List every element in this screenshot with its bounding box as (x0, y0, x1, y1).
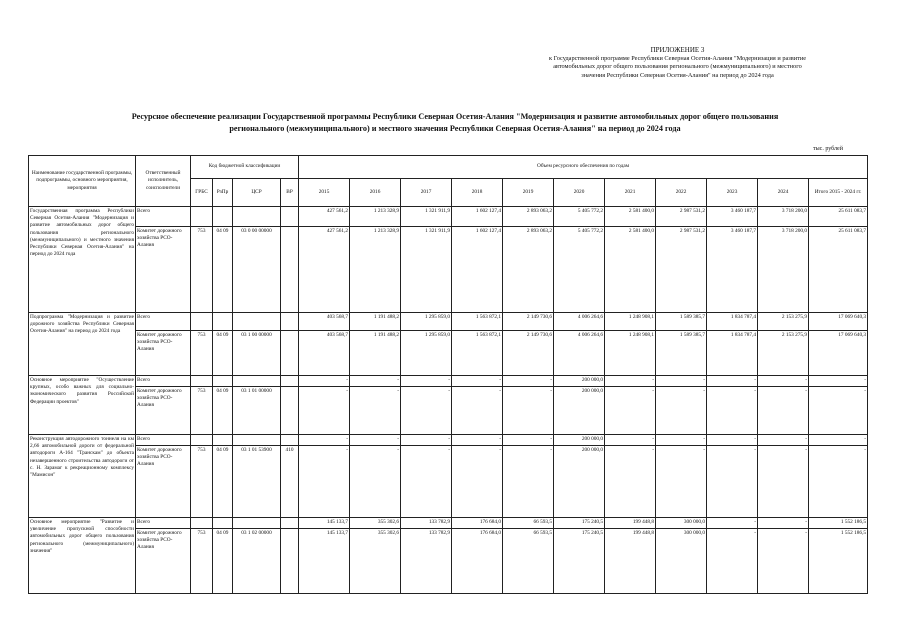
table-row (29, 376, 868, 387)
value-cell: 3 718 200,0 (758, 227, 809, 313)
document-title (30, 111, 880, 135)
empty-code-cell (191, 518, 213, 529)
header-year: 2015 (299, 179, 350, 207)
value-cell: 2 149 730,6 (503, 331, 554, 376)
header-volume: Объем ресурсного обеспечения по годам (299, 156, 868, 179)
empty-code-cell (233, 207, 281, 227)
title-line: Ресурсное обеспечение реализации Государственной программы Республики Северная Осетия-Алания "Модернизация и развитие автомобильных дорог общего пользования (131, 112, 779, 121)
value-cell: 2 149 730,6 (503, 313, 554, 331)
empty-code-cell (213, 207, 233, 227)
value-cell: 5 405 772,2 (554, 207, 605, 227)
value-cell: 1 321 911,9 (401, 207, 452, 227)
empty-code-cell (191, 313, 213, 331)
executor-cell: Комитет дорожного хозяйства РСО-Алания (136, 227, 191, 313)
value-cell: - (605, 435, 656, 446)
value-cell: 1 321 911,9 (401, 227, 452, 313)
value-cell: 133 782,9 (401, 518, 452, 529)
value-cell: 199 448,8 (605, 518, 656, 529)
value-cell: 4 006 264,6 (554, 331, 605, 376)
executor-total-cell: Всего (136, 313, 191, 331)
empty-code-cell (213, 435, 233, 446)
header-year: 2020 (554, 179, 605, 207)
value-cell: 200 000,0 (554, 376, 605, 387)
value-cell: - (809, 446, 868, 518)
empty-code-cell (213, 313, 233, 331)
csr-cell: 03 1 01 00000 (233, 387, 281, 435)
value-cell: 2 893 063,2 (503, 207, 554, 227)
value-cell: - (605, 387, 656, 435)
rzpr-cell: 04 09 (213, 227, 233, 313)
value-cell: 145 133,7 (299, 518, 350, 529)
value-cell: - (707, 376, 758, 387)
value-cell: 1 602 127,4 (452, 207, 503, 227)
program-name-cell: Подпрограмма "Модернизация и развитие дорожного хозяйства Республики Северная Осетия-Алания" на период до 2024 года (29, 313, 136, 376)
value-cell: - (758, 387, 809, 435)
value-cell: - (809, 387, 868, 435)
value-cell: 1 563 872,1 (452, 331, 503, 376)
value-cell: - (350, 376, 401, 387)
value-cell: - (350, 446, 401, 518)
value-cell: 2 581 400,0 (605, 227, 656, 313)
value-cell: - (707, 387, 758, 435)
empty-code-cell (191, 376, 213, 387)
csr-cell: 03 1 00 00000 (233, 331, 281, 376)
value-cell: 403 568,7 (299, 313, 350, 331)
header-year: 2016 (350, 179, 401, 207)
program-name-cell: Основное мероприятие "Осуществление крупных, особо важных для социально-экономического развития Российской Федерации проектов" (29, 376, 136, 435)
empty-code-cell (233, 376, 281, 387)
table-row (29, 207, 868, 227)
value-cell: 403 568,7 (299, 331, 350, 376)
table-row (29, 387, 868, 435)
csr-cell: 03 0 00 00000 (233, 227, 281, 313)
rzpr-cell: 04 09 (213, 387, 233, 435)
value-cell: 145 133,7 (299, 529, 350, 594)
value-cell: 1 213 328,9 (350, 227, 401, 313)
appendix-line: к Государственной программе Республики Северная Осетия-Алания "Модернизация и развитие (548, 54, 807, 62)
header-year: 2021 (605, 179, 656, 207)
empty-code-cell (281, 518, 299, 529)
value-cell: - (299, 387, 350, 435)
value-cell: - (809, 376, 868, 387)
header-vr: ВР (281, 179, 299, 207)
appendix-block (505, 46, 850, 80)
vr-cell (281, 387, 299, 435)
value-cell: 2 153 275,9 (758, 313, 809, 331)
rzpr-cell: 04 09 (213, 331, 233, 376)
value-cell: - (707, 446, 758, 518)
value-cell: - (401, 387, 452, 435)
program-name-cell: Основное мероприятие "Развитие и увеличение пропускной способности автомобильных дорог общего пользования регионального (межмуниципального) значения" (29, 518, 136, 594)
value-cell: 427 561,2 (299, 227, 350, 313)
value-cell: 300 000,0 (656, 518, 707, 529)
table-row (29, 529, 868, 594)
empty-code-cell (281, 207, 299, 227)
value-cell: - (605, 376, 656, 387)
program-name-cell: Государственная программа Республики Северная Осетия-Алания "Модернизация и развитие автомобильных дорог общего пользования регионального (межмуниципального) и местного значения Республики Северная Осетия-Алания" на период до 2024 года (29, 207, 136, 313)
resource-table (28, 155, 868, 594)
value-cell: - (401, 446, 452, 518)
header-year: 2024 (758, 179, 809, 207)
value-cell: - (656, 387, 707, 435)
empty-code-cell (233, 313, 281, 331)
value-cell: 1 834 787,4 (707, 313, 758, 331)
value-cell: 200 000,0 (554, 435, 605, 446)
table-row (29, 446, 868, 518)
value-cell: - (401, 435, 452, 446)
appendix-line: автомобильных дорог общего пользования регионального (межмуниципального) и местного (553, 63, 802, 71)
header-csr: ЦСР (233, 179, 281, 207)
value-cell: 355 302,6 (350, 518, 401, 529)
value-cell: 3 460 187,7 (707, 207, 758, 227)
value-cell: 66 593,5 (503, 529, 554, 594)
header-year: 2023 (707, 179, 758, 207)
value-cell: 1 295 859,0 (401, 313, 452, 331)
value-cell: 1 602 127,4 (452, 227, 503, 313)
empty-code-cell (213, 518, 233, 529)
value-cell: 1 552 186,5 (809, 529, 868, 594)
value-cell: 3 460 187,7 (707, 227, 758, 313)
empty-code-cell (233, 435, 281, 446)
value-cell: - (503, 376, 554, 387)
value-cell: - (350, 387, 401, 435)
value-cell: 17 069 640,3 (809, 331, 868, 376)
value-cell: 25 611 083,7 (809, 207, 868, 227)
value-cell: - (809, 435, 868, 446)
value-cell: 2 153 275,9 (758, 331, 809, 376)
appendix-heading: ПРИЛОЖЕНИЕ 3 (650, 46, 705, 54)
value-cell: 175 240,5 (554, 518, 605, 529)
value-cell: - (350, 435, 401, 446)
empty-code-cell (281, 435, 299, 446)
value-cell: - (452, 435, 503, 446)
empty-code-cell (191, 207, 213, 227)
value-cell: - (503, 446, 554, 518)
value-cell: 5 405 772,2 (554, 227, 605, 313)
value-cell: 175 240,5 (554, 529, 605, 594)
executor-cell: Комитет дорожного хозяйства РСО-Алания (136, 529, 191, 594)
csr-cell: 03 1 01 53900 (233, 446, 281, 518)
grbs-cell: 753 (191, 529, 213, 594)
grbs-cell: 753 (191, 331, 213, 376)
vr-cell (281, 529, 299, 594)
value-cell: 200 000,0 (554, 446, 605, 518)
value-cell: 1 295 859,0 (401, 331, 452, 376)
header-year: 2017 (401, 179, 452, 207)
value-cell: - (503, 387, 554, 435)
value-cell: 1 248 908,1 (605, 313, 656, 331)
value-cell: 4 006 264,6 (554, 313, 605, 331)
empty-code-cell (281, 376, 299, 387)
grbs-cell: 753 (191, 387, 213, 435)
executor-cell: Комитет дорожного хозяйства РСО-Алания (136, 387, 191, 435)
value-cell: 1 563 872,1 (452, 313, 503, 331)
value-cell: - (656, 446, 707, 518)
value-cell: 25 611 083,7 (809, 227, 868, 313)
value-cell: 1 191 488,2 (350, 313, 401, 331)
value-cell: - (656, 435, 707, 446)
value-cell: - (605, 446, 656, 518)
header-budget-code: Код бюджетной классификации (191, 156, 299, 179)
value-cell: - (707, 435, 758, 446)
header-year: 2022 (656, 179, 707, 207)
value-cell: - (503, 435, 554, 446)
empty-code-cell (191, 435, 213, 446)
header-year: 2019 (503, 179, 554, 207)
value-cell: - (299, 446, 350, 518)
value-cell: 176 684,0 (452, 518, 503, 529)
units-label: тыс. рублей (813, 146, 843, 152)
title-line: регионального (межмуниципального) и местного значения Республики Северная Осетия-Алания" на период до 2024 года (229, 124, 681, 133)
empty-code-cell (281, 313, 299, 331)
value-cell: 1 248 908,1 (605, 331, 656, 376)
value-cell: 133 782,9 (401, 529, 452, 594)
value-cell: 2 581 400,0 (605, 207, 656, 227)
value-cell: 1 213 328,9 (350, 207, 401, 227)
value-cell: 17 069 640,3 (809, 313, 868, 331)
rzpr-cell: 04 09 (213, 529, 233, 594)
header-rzpr: РзПр (213, 179, 233, 207)
table-row (29, 313, 868, 331)
vr-cell (281, 227, 299, 313)
value-cell: 66 593,5 (503, 518, 554, 529)
value-cell: 2 987 531,2 (656, 227, 707, 313)
table-row (29, 227, 868, 313)
value-cell: - (452, 376, 503, 387)
value-cell: - (401, 376, 452, 387)
value-cell: - (299, 376, 350, 387)
value-cell: - (299, 435, 350, 446)
value-cell: - (758, 446, 809, 518)
vr-cell (281, 331, 299, 376)
header-grbs: ГРБС (191, 179, 213, 207)
value-cell: 1 834 787,4 (707, 331, 758, 376)
value-cell: - (707, 529, 758, 594)
value-cell: 199 448,8 (605, 529, 656, 594)
vr-cell: 410 (281, 446, 299, 518)
empty-code-cell (233, 518, 281, 529)
value-cell: 427 561,2 (299, 207, 350, 227)
header-total: Итого 2015 - 2024 гг. (809, 179, 868, 207)
executor-total-cell: Всего (136, 376, 191, 387)
value-cell: - (707, 518, 758, 529)
executor-cell: Комитет дорожного хозяйства РСО-Алания (136, 446, 191, 518)
value-cell: 3 718 200,0 (758, 207, 809, 227)
table-row (29, 518, 868, 529)
rzpr-cell: 04 09 (213, 446, 233, 518)
executor-total-cell: Всего (136, 207, 191, 227)
value-cell: 1 191 488,2 (350, 331, 401, 376)
value-cell: 1 589 385,7 (656, 313, 707, 331)
header-year: 2018 (452, 179, 503, 207)
empty-code-cell (213, 376, 233, 387)
value-cell: 200 000,0 (554, 387, 605, 435)
value-cell: - (758, 376, 809, 387)
executor-total-cell: Всего (136, 518, 191, 529)
executor-cell: Комитет дорожного хозяйства РСО-Алания (136, 331, 191, 376)
value-cell: 1 552 186,5 (809, 518, 868, 529)
appendix-line: значения Республики Северная Осетия-Алания" на период до 2024 года (581, 71, 774, 79)
program-name-cell: Реконструкция автодорожного тоннеля на км 2,66 автомобильной дороги от федеральной автодороги А-164 "Транскам" до объекта незавершенного строительства автодороги от с. Н. Зарамаг к рекреационному комплексу "Мамисон" (29, 435, 136, 518)
value-cell: 355 302,6 (350, 529, 401, 594)
value-cell: - (452, 387, 503, 435)
value-cell: - (452, 446, 503, 518)
value-cell: 1 589 385,7 (656, 331, 707, 376)
grbs-cell: 753 (191, 446, 213, 518)
value-cell: - (656, 376, 707, 387)
header-name: Наименование государственной программы, подпрограммы, основного мероприятия, мероприятия (29, 156, 136, 207)
value-cell: 2 987 531,2 (656, 207, 707, 227)
grbs-cell: 753 (191, 227, 213, 313)
table-row (29, 435, 868, 446)
csr-cell: 03 1 02 00000 (233, 529, 281, 594)
executor-total-cell: Всего (136, 435, 191, 446)
value-cell: 300 000,0 (656, 529, 707, 594)
header-executor: Ответственный исполнитель, соисполнители (136, 156, 191, 207)
table-row (29, 331, 868, 376)
value-cell: 2 893 063,2 (503, 227, 554, 313)
value-cell: 176 684,0 (452, 529, 503, 594)
value-cell: - (758, 435, 809, 446)
value-cell: - (758, 518, 809, 529)
value-cell: - (758, 529, 809, 594)
